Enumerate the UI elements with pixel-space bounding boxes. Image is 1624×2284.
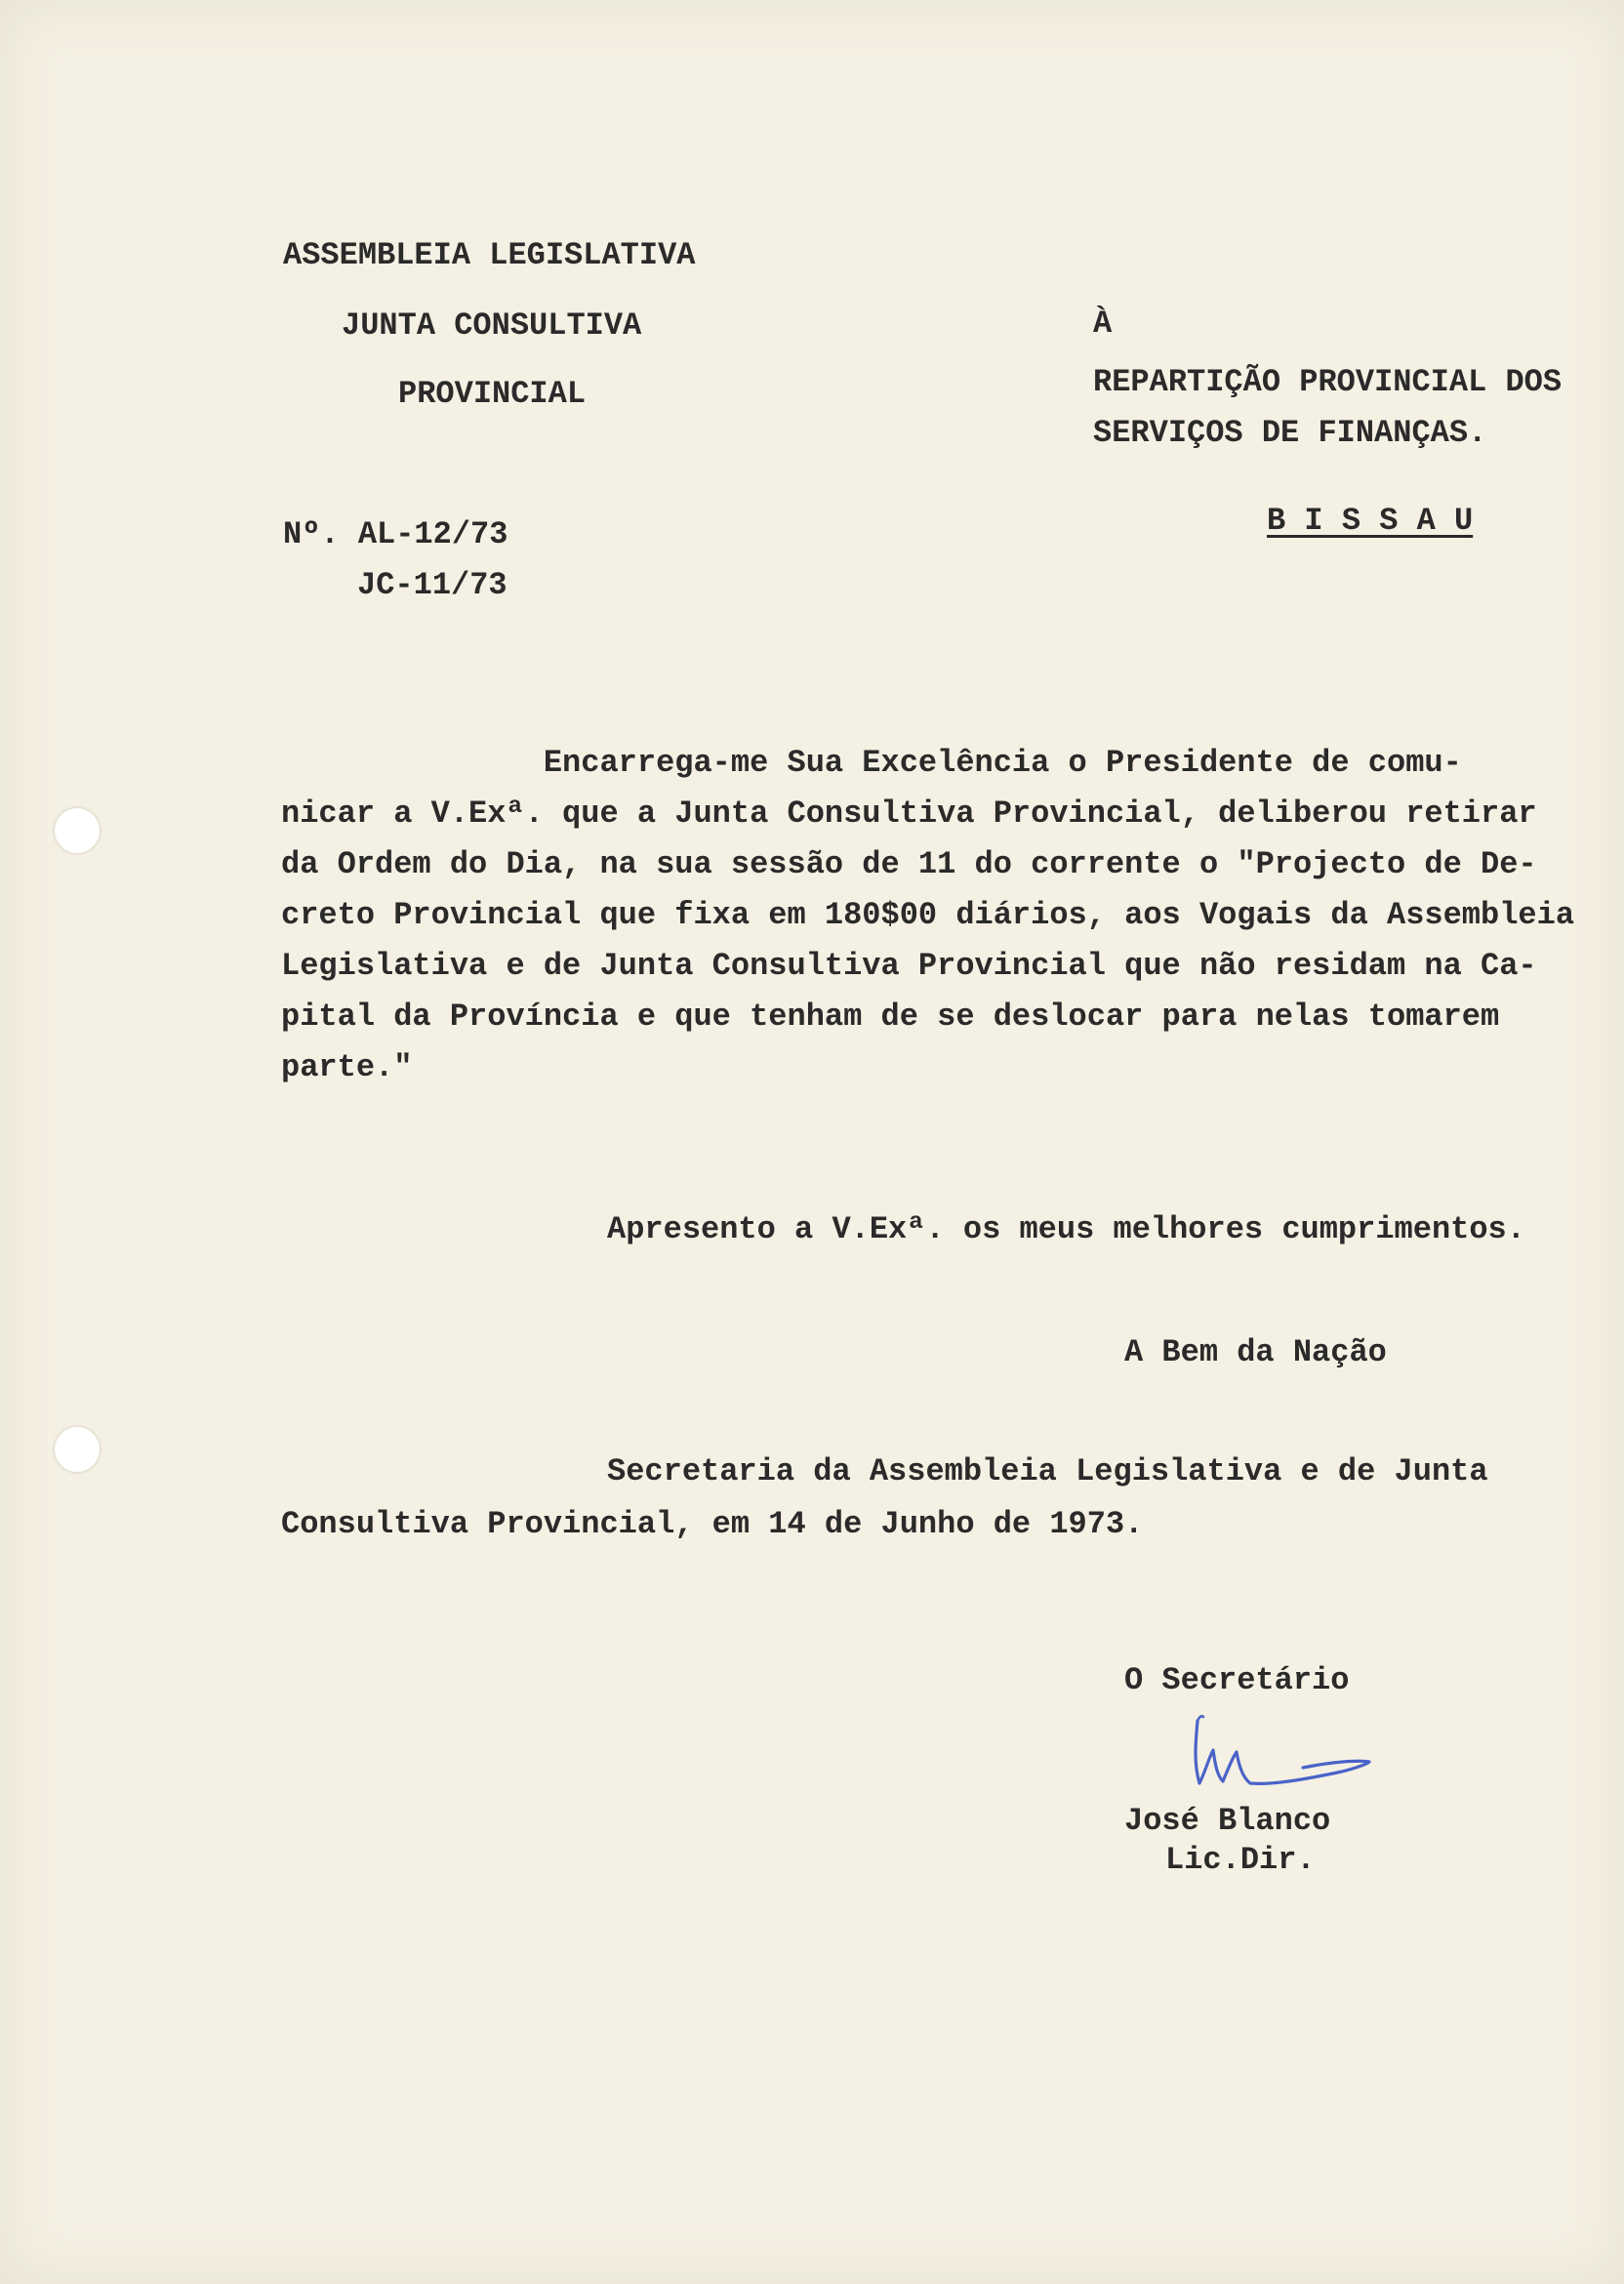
- body-line: Legislativa e de Junta Consultiva Provincial que não residam na Ca-: [281, 948, 1537, 984]
- body-line: da Ordem do Dia, na sua sessão de 11 do corrente o "Projecto de De-: [281, 846, 1537, 882]
- closing-motto: A Bem da Nação: [1124, 1334, 1387, 1370]
- reference-number-1: Nº. AL-12/73: [283, 516, 508, 552]
- place-date-line-1: Secretaria da Assembleia Legislativa e de Junta: [607, 1453, 1488, 1489]
- body-line: nicar a V.Exª. que a Junta Consultiva Provincial, deliberou retirar: [281, 795, 1537, 832]
- recipient-line-2: SERVIÇOS DE FINANÇAS.: [1093, 415, 1487, 451]
- body-paragraph: [281, 738, 1624, 1093]
- org-line-1: ASSEMBLEIA LEGISLATIVA: [283, 237, 696, 273]
- recipient-prefix: À: [1093, 306, 1113, 342]
- body-line: parte.": [281, 1049, 413, 1085]
- signatory-name: José Blanco: [1124, 1803, 1331, 1839]
- org-line-3: PROVINCIAL: [398, 376, 587, 412]
- punch-hole-top: [55, 808, 100, 853]
- punch-hole-bottom: [55, 1427, 100, 1472]
- signatory-title: O Secretário: [1124, 1662, 1350, 1698]
- body-line: creto Provincial que fixa em 180$00 diários, aos Vogais da Assembleia: [281, 897, 1575, 933]
- signatory-degree: Lic.Dir.: [1165, 1842, 1316, 1878]
- recipient-city: B I S S A U: [1267, 503, 1474, 539]
- handwritten-signature: [1186, 1703, 1381, 1811]
- recipient-line-1: REPARTIÇÃO PROVINCIAL DOS: [1093, 364, 1563, 400]
- place-date-line-2: Consultiva Provincial, em 14 de Junho de 1973.: [281, 1506, 1144, 1542]
- org-line-2: JUNTA CONSULTIVA: [342, 307, 642, 344]
- reference-number-2: JC-11/73: [357, 567, 508, 603]
- body-line: pital da Província e que tenham de se deslocar para nelas tomarem: [281, 999, 1500, 1035]
- body-line: Encarrega-me Sua Excelência o Presidente de comu-: [281, 745, 1462, 781]
- closing-greeting: Apresento a V.Exª. os meus melhores cumprimentos.: [607, 1211, 1525, 1247]
